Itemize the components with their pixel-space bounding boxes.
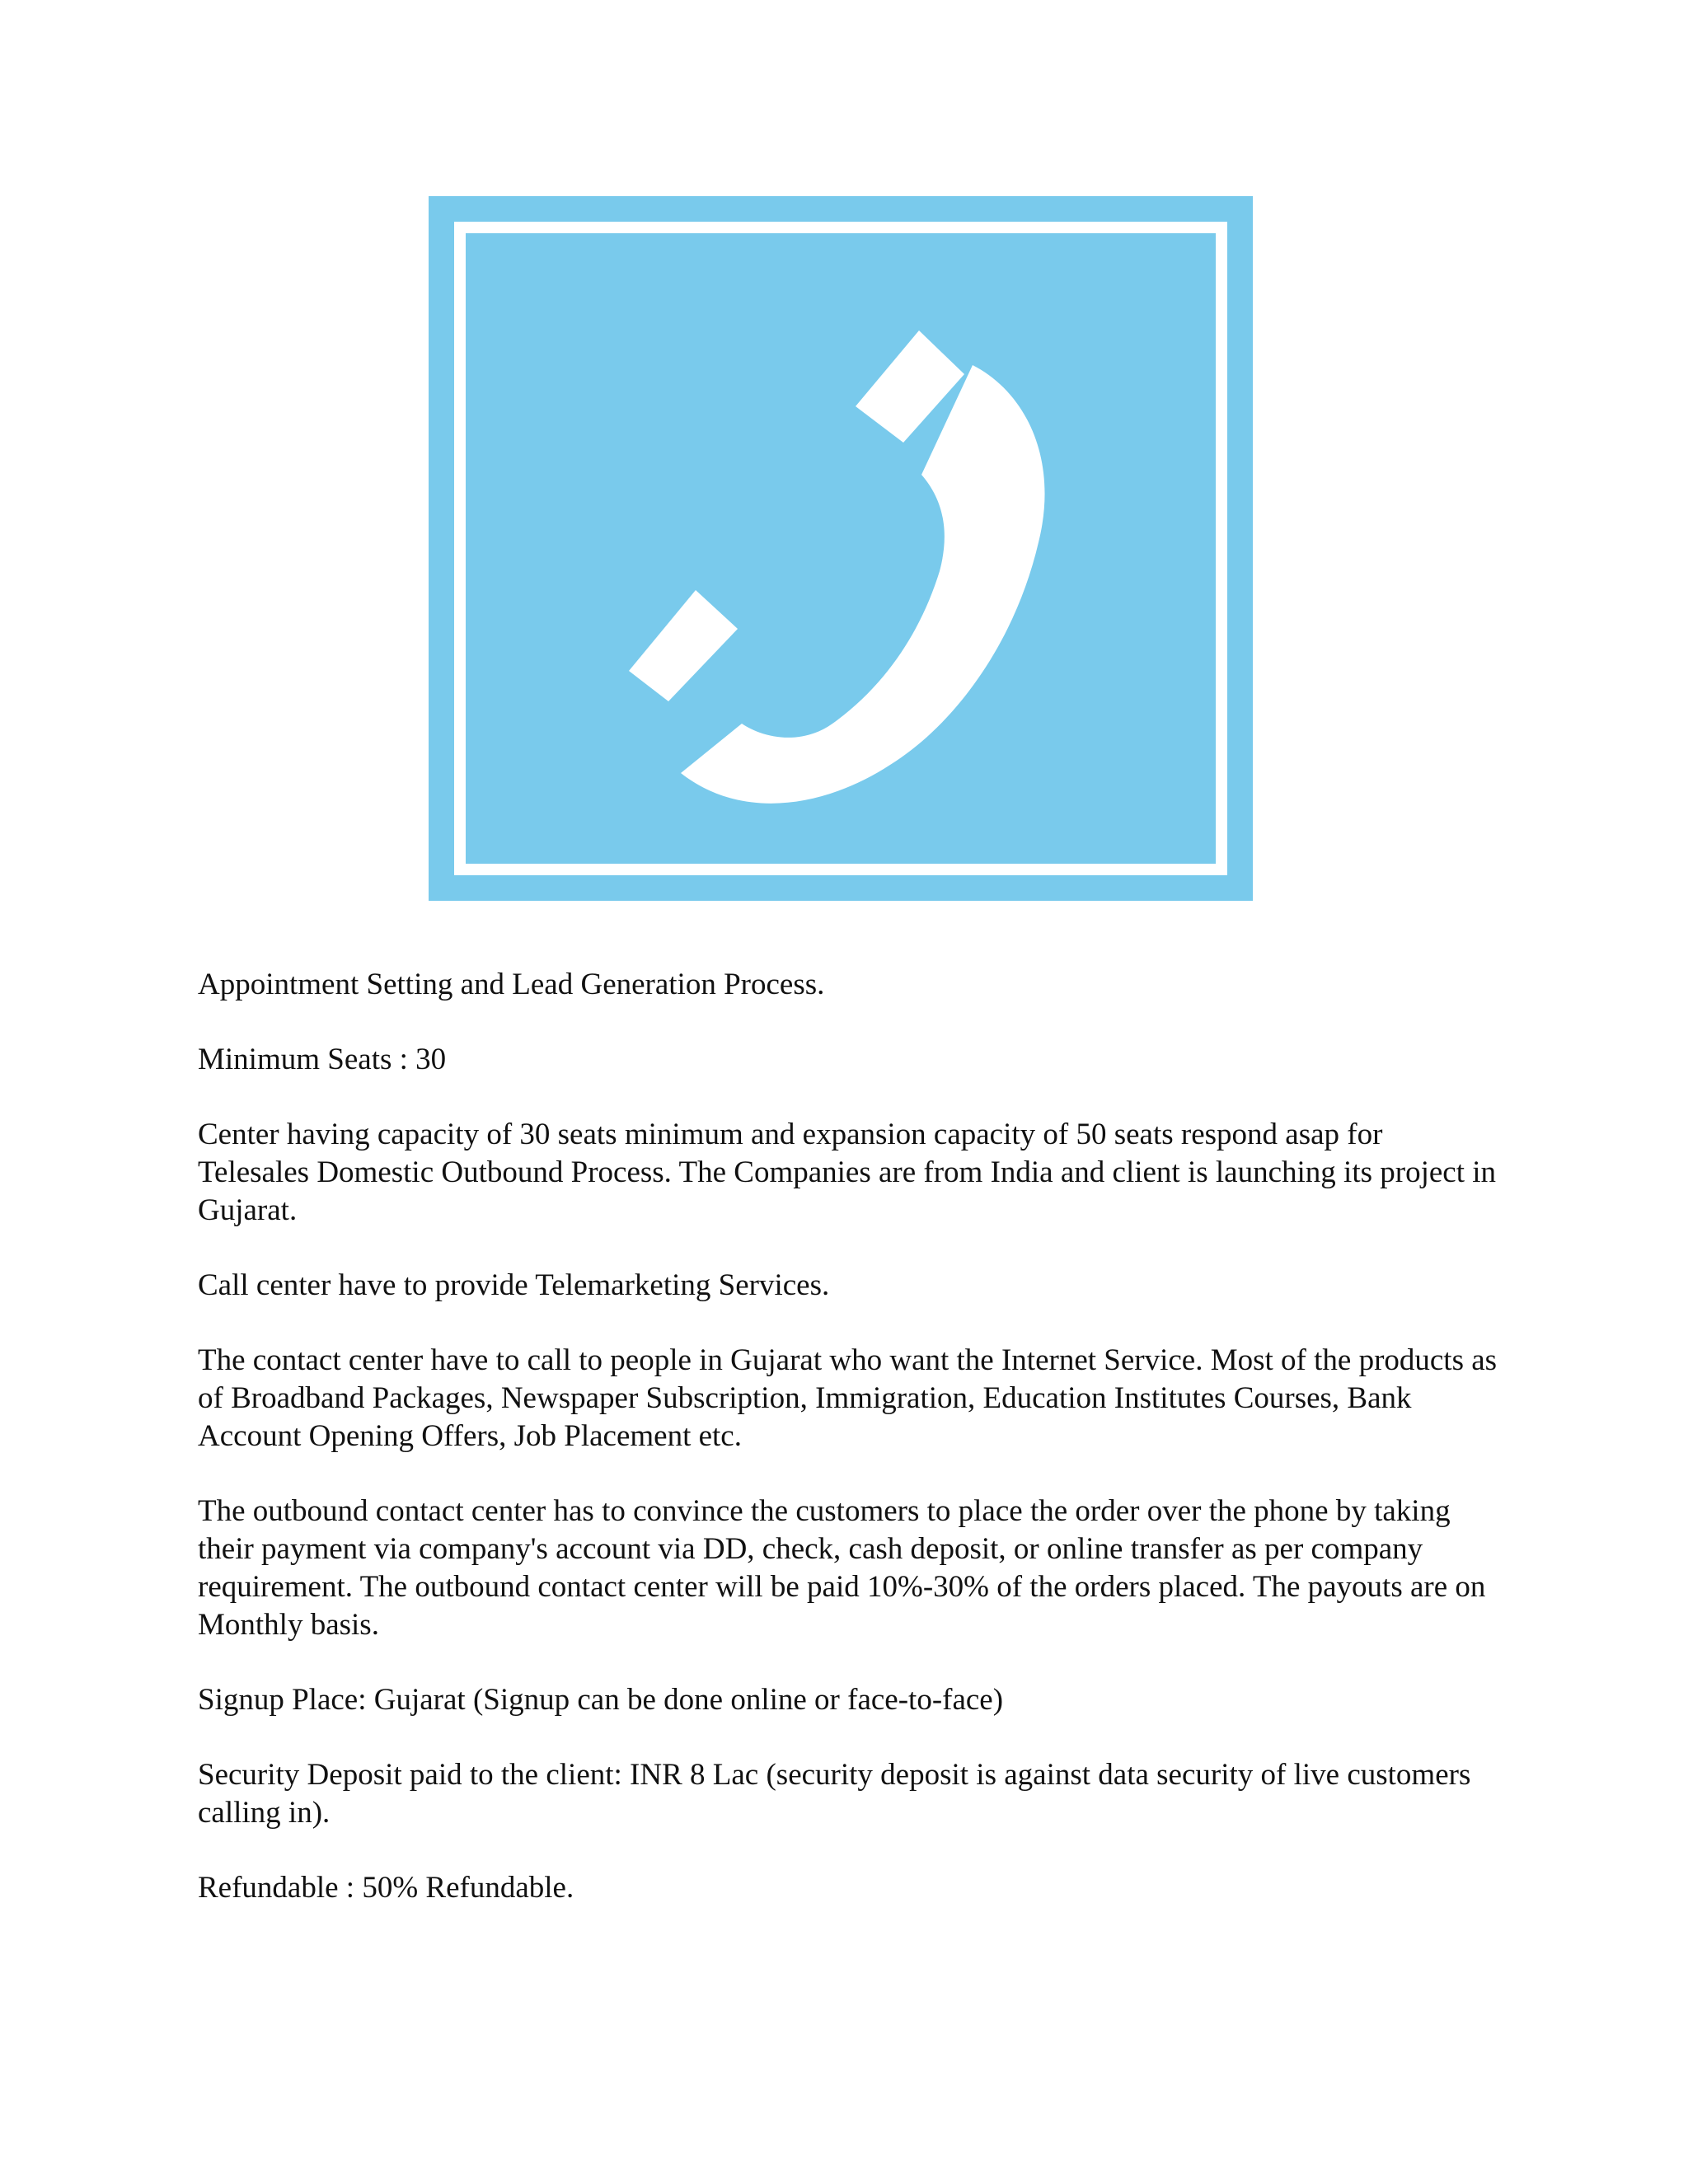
phone-handset-icon [429, 196, 1253, 901]
security-deposit: Security Deposit paid to the client: INR 8 Lac (security deposit is against data security of live customers calling in). [198, 1758, 1471, 1830]
services-paragraph: Call center have to provide Telemarketing Services. [198, 1268, 830, 1302]
capacity-paragraph: Center having capacity of 30 seats minimum and expansion capacity of 50 seats respond asap for Telesales Domestic Outbound Process. The Companies are from India and client is launching its project in Gujarat. [198, 1118, 1497, 1227]
payment-paragraph: The outbound contact center has to convince the customers to place the order over the phone by taking their payment via company's account via DD, check, cash deposit, or online transfer as per company requirement. The outbound contact center will be paid 10%-30% of the orders placed. The payouts are on Monthly basis. [198, 1494, 1486, 1642]
process-title: Appointment Setting and Lead Generation Process. [198, 968, 825, 1001]
phone-banner [429, 196, 1253, 901]
products-paragraph: The contact center have to call to people in Gujarat who want the Internet Service. Most of the products as of Broadband Packages, Newspaper Subscription, Immigration, Education Institutes Courses, Bank Account Opening Offers, Job Placement etc. [198, 1343, 1498, 1453]
refundable: Refundable : 50% Refundable. [198, 1871, 574, 1905]
document-body [198, 966, 1500, 1944]
minimum-seats: Minimum Seats : 30 [198, 1043, 447, 1076]
signup-place: Signup Place: Gujarat (Signup can be done online or face-to-face) [198, 1683, 1004, 1717]
